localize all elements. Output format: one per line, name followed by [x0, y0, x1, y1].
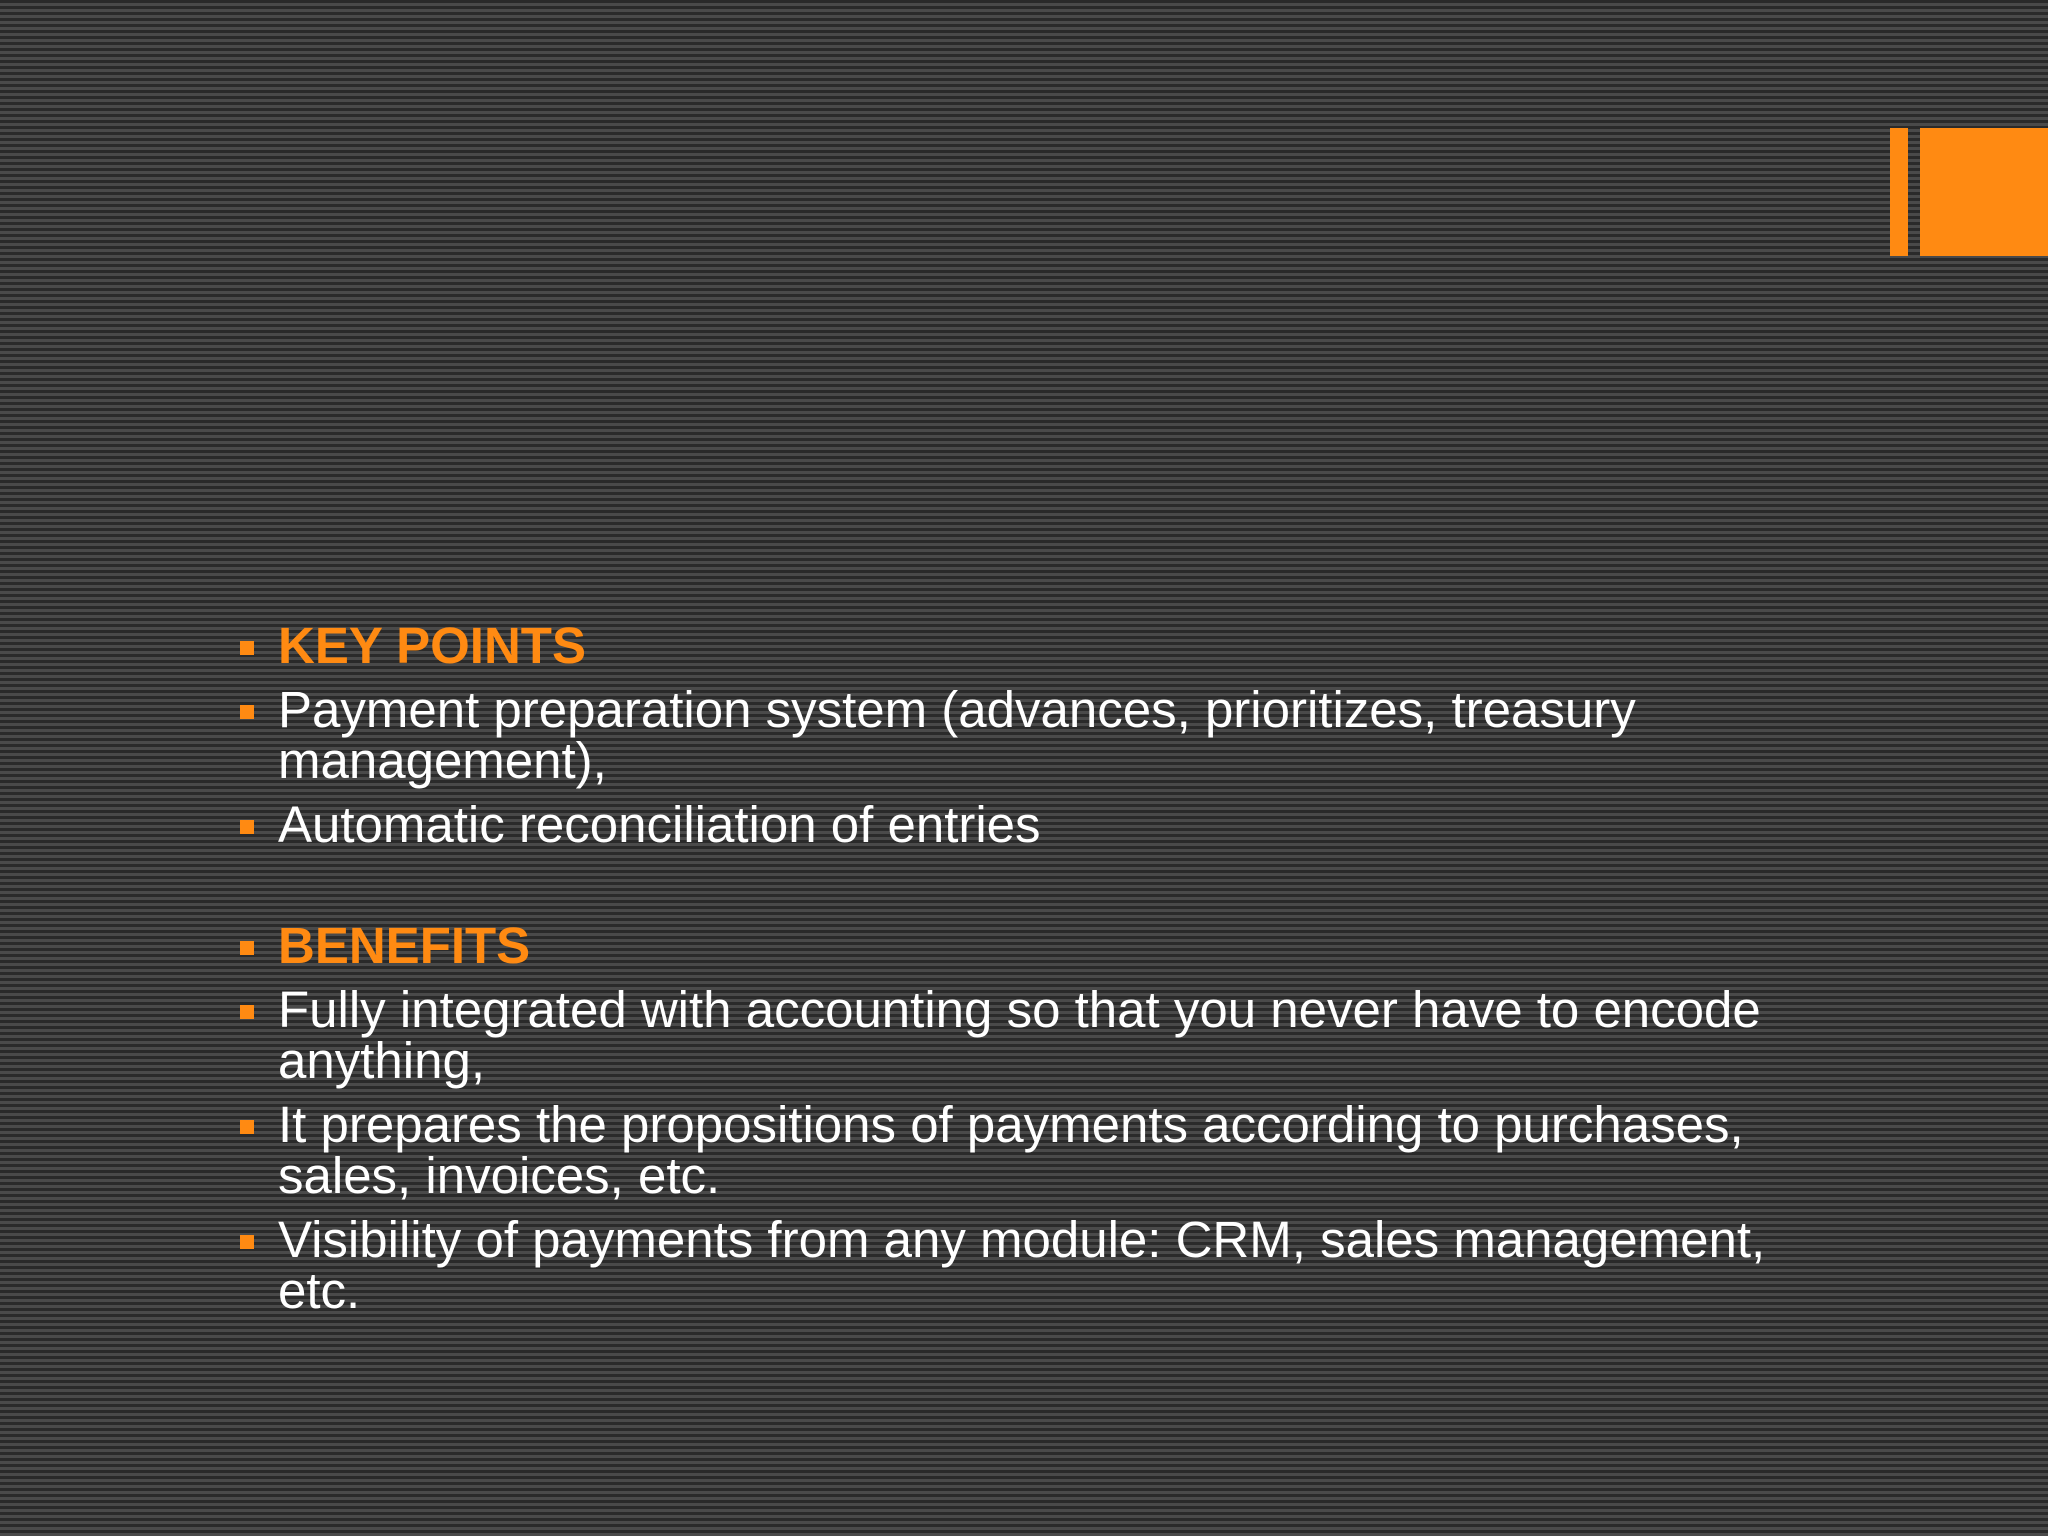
square-bullet-icon: [240, 705, 254, 719]
accent-block: [1920, 128, 2048, 256]
bullet-text: Automatic reconciliation of entries: [278, 796, 1041, 853]
bullet-prepares-propositions: [238, 1096, 1778, 1204]
bullet-list: [238, 617, 1778, 1319]
bullet-text: Visibility of payments from any module: CRM, sales management, etc.: [278, 1211, 1766, 1319]
bullet-text: Payment preparation system (advances, prioritizes, treasury management),: [278, 681, 1636, 789]
accent-bar-thin: [1890, 128, 1908, 256]
bullet-text: BENEFITS: [278, 917, 531, 974]
square-bullet-icon: [240, 641, 254, 655]
square-bullet-icon: [240, 820, 254, 834]
square-bullet-icon: [240, 941, 254, 955]
bullet-text: Fully integrated with accounting so that you never have to encode anything,: [278, 981, 1761, 1089]
bullet-automatic-reconciliation: [238, 796, 1778, 853]
bullet-payment-preparation: [238, 681, 1778, 789]
bullet-fully-integrated: [238, 981, 1778, 1089]
square-bullet-icon: [240, 1005, 254, 1019]
heading-benefits: [238, 917, 1778, 974]
square-bullet-icon: [240, 1235, 254, 1249]
heading-key-points: [238, 617, 1778, 674]
square-bullet-icon: [240, 1120, 254, 1134]
content-area: [238, 617, 1778, 1329]
bullet-text: KEY POINTS: [278, 617, 586, 674]
bullet-text: It prepares the propositions of payments according to purchases, sales, invoices, etc.: [278, 1096, 1744, 1204]
bullet-visibility-of-payments: [238, 1211, 1778, 1319]
